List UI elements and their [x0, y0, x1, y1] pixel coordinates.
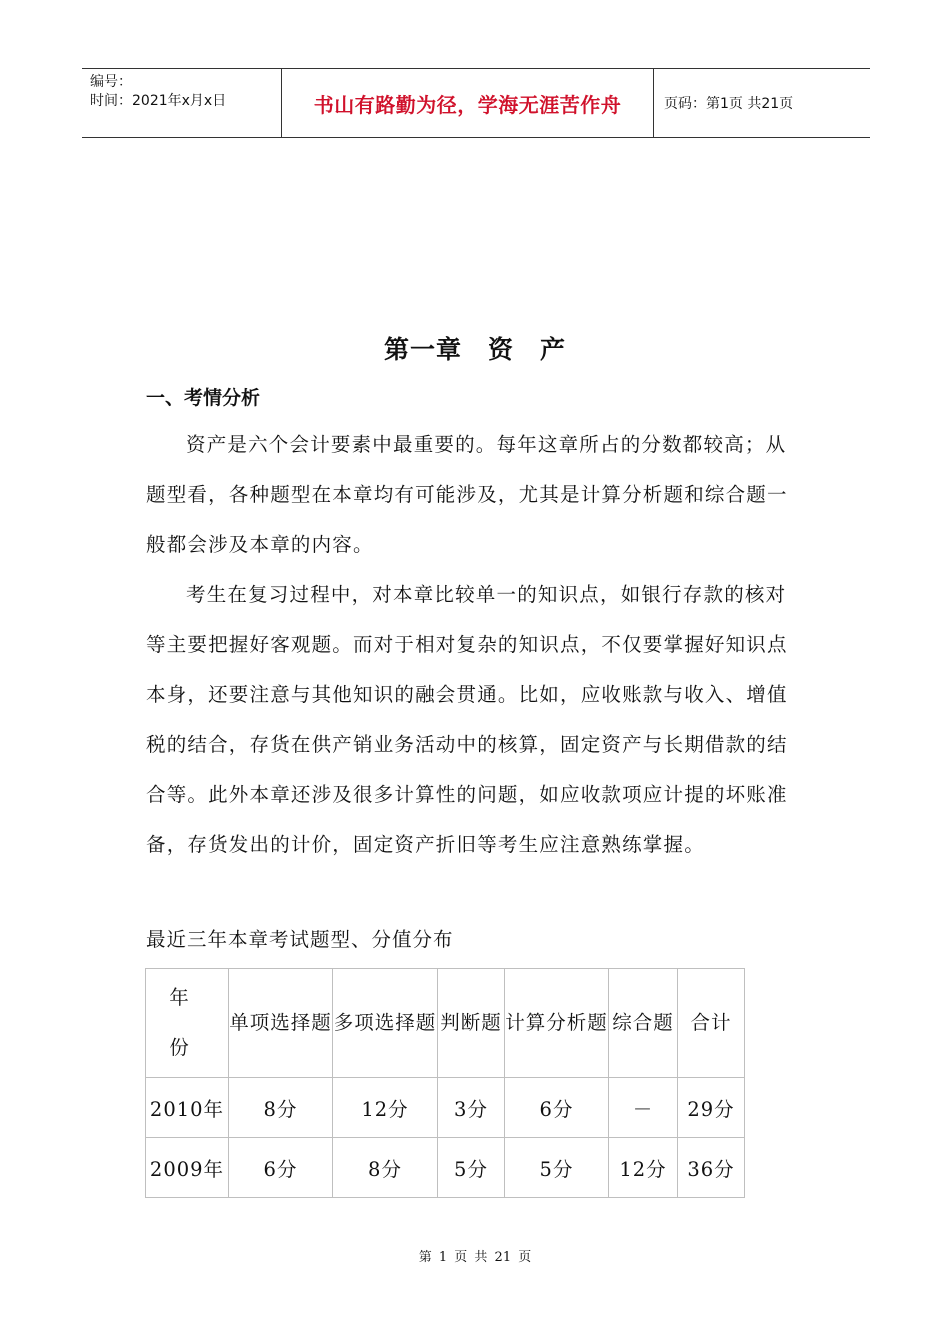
table-cell: 36分 — [678, 1138, 745, 1198]
score-distribution-table — [145, 968, 745, 1198]
table-cell: 2009年 — [146, 1138, 229, 1198]
header-single-choice: 单项选择题 — [229, 969, 333, 1078]
table-caption: 最近三年本章考试题型、分值分布 — [146, 928, 454, 951]
header-meta — [82, 69, 282, 137]
header-total: 合计 — [678, 969, 745, 1078]
table-cell: 5分 — [505, 1138, 609, 1198]
header-comprehensive: 综合题 — [609, 969, 678, 1078]
header-page-info: 页码：第1页 共21页 — [664, 96, 794, 112]
table-cell: 8分 — [333, 1138, 438, 1198]
paragraph-2: 考生在复习过程中，对本章比较单一的知识点，如银行存款的核对等主要把握好客观题。而对于相对复杂的知识点，不仅要掌握好知识点本身，还要注意与其他知识的融会贯通。比如，应收账款与收入、增值税的结合，存货在供产销业务活动中的核算，固定资产与长期借款的结合等。此外本章还涉及很多计算性的问题，如应收款项应计提的坏账准备，存货发出的计价，固定资产折旧等考生应注意熟练掌握。 — [146, 583, 788, 856]
table-header-row — [146, 969, 745, 1078]
table-cell: 3分 — [438, 1078, 505, 1138]
table-row — [146, 1138, 745, 1198]
header-motto-cell — [282, 69, 654, 137]
page-footer: 第 1 页 共 21 页 — [418, 1250, 532, 1265]
chapter-title: 第一章 资 产 — [383, 335, 566, 364]
table-cell: 6分 — [229, 1138, 333, 1198]
page-header — [82, 68, 870, 138]
table-cell: 29分 — [678, 1078, 745, 1138]
header-true-false: 判断题 — [438, 969, 505, 1078]
section-heading: 一、考情分析 — [146, 387, 261, 409]
document-number-label: 编号： — [90, 74, 132, 90]
document-time-label: 时间：2021年x月x日 — [90, 93, 227, 109]
header-multiple-choice: 多项选择题 — [333, 969, 438, 1078]
table-cell: － — [609, 1078, 678, 1138]
table-cell: 12分 — [333, 1078, 438, 1138]
table-cell: 8分 — [229, 1078, 333, 1138]
paragraph-1: 资产是六个会计要素中最重要的。每年这章所占的分数都较高；从题型看，各种题型在本章均有可能涉及，尤其是计算分析题和综合题一般都会涉及本章的内容。 — [146, 433, 788, 556]
header-calculation: 计算分析题 — [505, 969, 609, 1078]
header-year: 年 份 — [146, 969, 229, 1078]
table-cell: 5分 — [438, 1138, 505, 1198]
table-row — [146, 1078, 745, 1138]
header-page-info-cell — [654, 69, 870, 137]
table-cell: 2010年 — [146, 1078, 229, 1138]
header-motto: 书山有路勤为径，学海无涯苦作舟 — [313, 92, 622, 117]
table-cell: 12分 — [609, 1138, 678, 1198]
table-cell: 6分 — [505, 1078, 609, 1138]
